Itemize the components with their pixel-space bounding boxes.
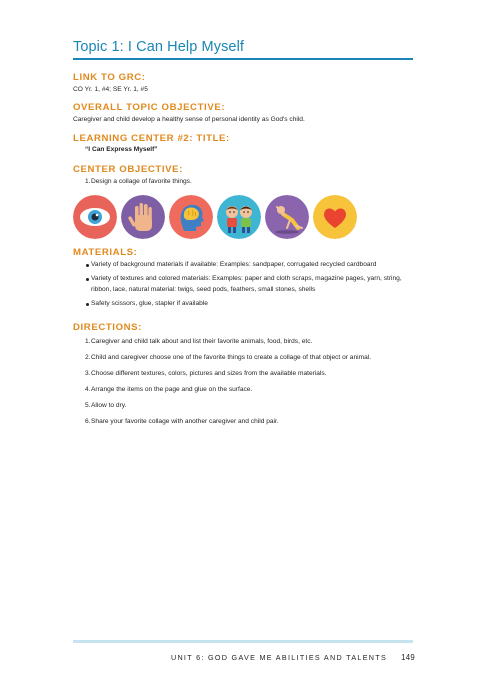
bullet-icon [86,303,89,306]
brain-head-icon [169,195,213,239]
list-number: 2. [85,354,91,361]
footer-unit-title: UNIT 6: GOD GAVE ME ABILITIES AND TALENTS [170,653,388,662]
overall-objective-text: Caregiver and child develop a healthy sense of personal identity as God's child. [73,116,305,123]
overall-objective-heading: OVERALL TOPIC OBJECTIVE: [73,102,226,113]
eye-icon-graphic [73,195,117,239]
list-item [73,353,418,362]
footer-divider [73,640,413,643]
list-item [73,337,418,346]
page-number: 149 [401,653,415,662]
list-text: Child and caregiver choose one of the favorite things to create a collage of that object or animal. [91,354,372,361]
bullet-icon [86,278,89,281]
list-number: 3. [85,370,91,377]
list-item [73,299,418,310]
directions-heading: DIRECTIONS: [73,322,142,333]
stretching-child-icon-graphic [265,195,309,239]
hand-icon [121,195,165,239]
page-title: Topic 1: I Can Help Myself [73,39,245,55]
list-number: 6. [85,418,91,425]
list-number: 1. [85,178,91,185]
list-text: Share your favorite collage with another caregiver and child pair. [91,418,279,425]
list-item [73,385,418,394]
list-item [73,274,418,295]
directions-section [73,322,418,433]
list-number: 4. [85,386,91,393]
list-text: Variety of background materials if available: Examples: sandpaper, corrugated recycled cardboard [91,261,377,268]
list-text: Design a collage of favorite things. [91,178,192,185]
list-item [73,260,418,271]
heart-icon-graphic [313,195,357,239]
list-text: Safety scissors, glue, stapler if available [91,299,208,307]
list-text: Caregiver and child talk about and list their favorite animals, food, birds, etc. [91,338,313,345]
list-number: 1. [85,338,91,345]
page-footer [170,653,415,662]
list-item [73,177,418,186]
learning-center-section [73,133,418,153]
eye-icon [73,195,117,239]
link-section [73,72,418,94]
icon-row [73,195,363,241]
center-objective-section [73,164,418,193]
list-text: Variety of textures and colored materials: Examples: paper and cloth scraps, magazine pages, yarn, string, ribbon, lace, natural material: twigs, seed pods, feathers, small stones, shells [91,275,402,293]
bullet-icon [86,264,89,267]
center-objective-list [73,177,418,186]
children-icon [217,195,261,239]
hand-icon-graphic [121,195,165,239]
directions-list [73,337,418,426]
list-number: 5. [85,402,91,409]
list-item [73,417,418,426]
materials-heading: MATERIALS: [73,247,138,258]
overall-objective-section [73,102,418,124]
brain-head-icon-graphic [169,195,213,239]
list-text: Allow to dry. [91,402,127,409]
link-heading: LINK TO GRC: [73,72,146,83]
list-item [73,401,418,410]
list-text: Choose different textures, colors, pictures and sizes from the available materials. [91,370,327,377]
link-text: CO Yr. 1, #4; SE Yr. 1, #5 [73,86,148,93]
materials-list [73,260,418,309]
list-text: Arrange the items on the page and glue on the surface. [91,386,253,393]
learning-center-heading: LEARNING CENTER #2: TITLE: [73,133,230,144]
learning-center-title: “I Can Express Myself” [85,146,158,153]
stretching-child-icon [265,195,309,239]
center-objective-heading: CENTER OBJECTIVE: [73,164,183,175]
list-item [73,369,418,378]
title-divider [73,58,413,60]
heart-icon [313,195,357,239]
children-icon-graphic [217,195,261,239]
materials-section [73,247,418,313]
